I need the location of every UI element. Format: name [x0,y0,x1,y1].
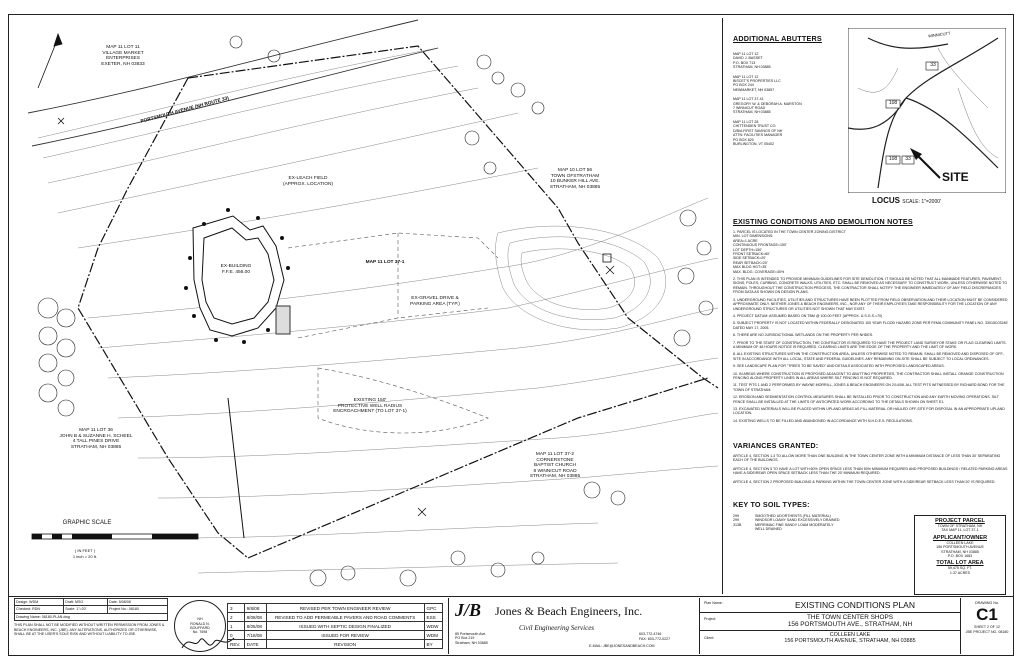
plan-name: EXISTING CONDITIONS PLAN [795,600,915,610]
client-label: Client: [704,636,715,640]
design-cell: Design: WDM [15,599,64,606]
graphic-scale-units: ( IN FEET ) 1 inch = 20 ft. [72,548,98,559]
firm-address: 85 Portsmouth Ave. PO Box 219 Stratham, NH 03885 [455,632,488,645]
project-name: THE TOWN CENTER SHOPS 156 PORTSMOUTH AVE., STRATHAM, NH [787,614,913,628]
variance-item: ARTICLE 4, SECTION 5 TO HAVE A LOT WITH 60% OPEN SPACE LESS THAN 50% MINIMUM REQUIRED AND PROPOSED BUILDINGS / RELATED PARKING AREAS HAVE A SIDE/REAR OPEN SPACE SETBACK LESS THAN THE 20' MINIMUM REQUIRED. [733,466,1008,476]
project-parcel-box [914,515,1006,595]
abutter-town-of-stratham: MAP 10 LOT 56 TOWN OFSTRATHAM 10 BUNKER HILL AVE. STRATHAM, NH 03885 [549,168,601,190]
drawing-number-block [960,598,1013,654]
soil-code: 299 [733,518,739,523]
revision-row [228,622,443,631]
parcel-info: TOWN OF STRATHAM, NH TAX MAP 11, LOT 37-1 [937,524,983,533]
title-divider [700,630,960,631]
note-item: 14. EXISTING WELLS TO BE FILLED AND ABANDONED IN ACCORDANCE WITH N.H.D.E.S. REGULATIONS. [733,418,913,423]
design-cell: Draft: MSG [64,599,108,606]
disclaimer: THIS PLAN SHALL NOT BE MODIFIED WITHOUT WRITTEN PERMISSION FROM JONES & BEACH ENGINEERS, INC. (JBE). ANY ALTERATIONS, AUTHORIZED OR OTHERWISE, SHALL BE AT THE USER'S SOLE RISK AND WITHOUT LIABILITY TO JBE. [14,623,165,637]
soil-title: KEY TO SOIL TYPES: [733,500,810,509]
revision-row [228,604,443,613]
soil-desc: WINDSOR LOAMY SAND EXCESSIVELY DRAINED [755,518,840,523]
variances-title: VARIANCES GRANTED: [733,441,819,450]
sheet-info: SHEET 2 OF 12 JBE PROJECT NO. 08180 [965,625,1009,634]
gravel-drive-label: EX-GRAVEL DRIVE & PARKING AREA (TYP.) [410,296,460,307]
firm-name: Jones & Beach Engineers, Inc. [495,604,643,618]
note-item: 13. EXCAVATED MATERIALS WILL BE PLACED WITHIN UPLAND AREAS AS FILL MATERIAL OR HAULED OFF-SITE FOR DISPOSAL IN AN APPROPRIATE UPLAND LOCATION. [733,407,1005,416]
rev-no: 3 [228,604,245,613]
rev-no: 0 [228,631,245,640]
site-plan-drawing [18,18,720,596]
locus-route-108: 108 [888,100,898,106]
notes-list [733,230,1009,423]
note-item: 3. UNDERGROUND FACILITIES, UTILITIES AND STRUCTURES HAVE BEEN PLOTTED FROM FIELD OBSERVATION AND THEIR LOCATION MUST BE CONSIDERED APPROXIMATE ONLY. NEITHER JONES & BEACH ENGINEERS, INC., NOR ANY OF THEIR EMPLOYEES TAKE RESPONSIBILITY FOR THE LOCATION OF ANY UNDERGROUND STRUCTURES OR UTILITIES NOT SHOWN THAT MAY EXIST. [733,297,1008,311]
title-divider [700,612,960,613]
plan-name-label: Plan Name: [704,601,723,605]
rev-desc: REVISED TO ADD PERMEABLE PAVERS AND ROAD COMMENTS [266,613,424,622]
plan-title-block [700,598,960,654]
client-name: COLLEEN LAKE 156 PORTSMOUTH AVENUE, STRATHAM, NH 03885 [784,632,916,645]
design-cell: Scale: 1"=20' [64,606,108,613]
design-cell: Drawing Name: 08180-PLAN.dwg [15,613,168,620]
soil-desc: MERRIMAC FINE SANDY LOAM MODERATELY WELL DRAINED [755,522,834,532]
abutters-title: ADDITIONAL ABUTTERS [733,34,822,43]
note-item: 4. PROJECT DATUM: ASSUMED BASED ON TBM @ 100.00 FEET (APPROX. U.S.G.S.=70) [733,313,883,318]
rev-by: WDW [424,622,442,631]
column-divider [722,18,723,594]
project-label: Project: [704,617,717,621]
rev-date: 7/18/08 [244,631,266,640]
rev-desc: REVISED PER TOWN ENGINEER REVIEW [266,604,424,613]
rev-desc: ISSUED FOR REVIEW [266,631,424,640]
note-item: 11. TEST PITS 1 AND 2 PERFORMED BY WAYNE MORRILL, JONES & BEACH ENGINEERS ON 2/14/08. ALL TEST PITS WITNESSED BY RICHARD BOND FOR THE TOWN OF STRATHAM. [733,383,1005,392]
design-box [14,598,168,636]
area-info: 59,475 SQ. FT. 1.37 ACRES [947,566,973,575]
stamp-text: NH RONALD N. BOUFFARD No. 7698 [190,617,210,635]
parcel-title: PROJECT PARCEL [935,518,985,524]
rev-by: WDM [424,631,442,640]
soil-code: 299 [733,514,739,518]
abutter-item: MAP 11 LOT 12 DAVID J. BASSET P.O. BOX 713 STRATHAM, NH 03885 [733,52,771,70]
locus-title [872,196,941,205]
variance-item: ARTICLE 4, SECTION 2 PROPOSED BUILDING & PARKING WITHIN THE TOWN CENTER ZONE WITH A SIDE/REAR SETBACK LESS THAN 20' IS REQUIRED. [733,479,996,484]
firm-logo: J/B [455,600,482,620]
graphic-scale-title: GRAPHIC SCALE [62,520,112,526]
firm-fax: FAX: 603-772-0227 [639,637,671,641]
note-item: 12. EROSION AND SEDIMENTATION CONTROL MEASURES SHALL BE INSTALLED PRIOR TO CONSTRUCTION AND ANY EARTH MOVING OPERATIONS. SILT FENCE SHALL BE INSTALLED AT THE LIMITS OF ANTICIPATED WORK ACCORDING TO THE DETAILS SHOWN ON SHEET E1. [733,395,999,404]
rev-no: 1 [228,622,245,631]
rev-by: GPC [424,604,442,613]
note-item: 9. SEE LANDSCAPE PLAN FOR "TREES TO BE SAVED" AND DETAILS ASSOCIATED WITH PROPOSED LANDSCAPED AREAS. [733,364,945,369]
revision-header-row [228,640,443,649]
firm-block [448,598,700,654]
design-cell: Checked: RDN [15,606,64,613]
notes-title: EXISTING CONDITIONS AND DEMOLITION NOTES [733,217,913,226]
firm-phone: 603-772-4746 [639,632,662,636]
design-cell: Date: 5/08/08 [108,599,168,606]
variance-item: ARTICLE 4, SECTION 1.3 TO ALLOW MORE THAN ONE BUILDING IN THE TOWN CENTER ZONE WITH A MINIMUM DISTANCE OF LESS THAN 30' SEPARATING EACH OF THE BUILDINGS. [733,454,1001,463]
main-lot-label: MAP 11 LOT 37-1 [365,260,405,265]
soil-code: 313B [733,522,742,527]
locus-site-label: SITE [942,170,969,184]
abutter-item: MAP 11 LOT 28 CHITTENDEN TRUST CO. D/B/A FIRST SAVINGS OF NH ATTN: FACILITIES MANAGER PO BOX 820 BURLINGTON, VT 05402 [733,119,783,146]
graphic-scale-bar [30,530,200,542]
design-table [14,598,168,621]
rev-desc: ISSUED WITH SEPTIC DESIGN FINALIZED [266,622,424,631]
locus-scale: SCALE: 1"=2000' [902,199,941,205]
rev-date: 9/8/08 [244,604,266,613]
revisions-table [227,603,443,649]
variances-list [733,454,1009,484]
abutter-item: MAP 11 LOT 37-41 GREGORY W. & DEBORAH A. MARSTON 7 WINNICUT ROAD STRATHAM, NH 03885 [733,97,802,115]
soil-desc: SMOOTHED UDORTHENTS (FILL MATERIAL) [755,514,831,518]
abutters-list [733,52,833,146]
locus-route-33: 33 [905,156,911,162]
area-title: TOTAL LOT AREA [936,560,984,567]
soil-table [733,514,893,532]
abutter-scheel: MAP 11 LOT 36 JOHN B & SUZANNE H. SCHEEL 4 TALL PINES DRIVE STRATHAM, NH 03885 [59,428,133,450]
rev-date: 8/08/08 [244,613,266,622]
note-item: 7. PRIOR TO THE START OF CONSTRUCTION, THE CONTRACTOR IS REQUIRED TO HAVE THE PROJECT LAND SURVEYOR STAKE OR FLAG CLEARING LIMITS. A MINIMUM OF 48 HOURS NOTICE IS REQUIRED. CLEARING LIMITS ARE THE EDGE OF THE PROPERTY AND THE LIMIT OF WORK. [733,340,1007,349]
note-item: 10. IN AREAS WHERE CONSTRUCTION IS PROPOSED ADJACENT TO ABUTTING PROPERTIES, THE CONTRACTOR SHALL INSTALL ORANGE CONSTRUCTION FENCING ALONG PROPERTY LINES IN ALL AREAS WHERE SILT FENCING IS NOT REQUIRED. [733,371,1004,380]
design-cell: Project No.: 08180 [108,606,168,613]
rev-header: DATE [244,640,266,649]
rev-date: 8/05/08 [244,622,266,631]
note-item: 8. ALL EXISTING STRUCTURES WITHIN THE CONSTRUCTION AREA, UNLESS OTHERWISE NOTED TO REMAIN, SHALL BE REMOVED AND DISPOSED OF OFF-SITE IN ACCORDANCE WITH ALL LOCAL, STATE AND FEDERAL GUIDELINES. ANY REMAINING ON-SITE SHALL BE SUBJECT TO LOCAL ORDINANCES. [733,352,1004,361]
locus-winnicutt: WINNICUTT [927,30,951,39]
rev-header: REVISION [266,640,424,649]
note-item: 5. SUBJECT PROPERTY IS NOT LOCATED WITHIN FEDERALLY DESIGNATED 100 YEAR FLOOD HAZARD ZONE PER FEMA COMMUNITY PANEL NO. 33015C0324E DATED MAY 17, 2005. [733,321,1008,330]
note-item: 6. THERE ARE NO JURISDICTIONAL WETLANDS ON THE PROPERTY PER NHDES. [733,333,874,338]
abutter-cornerstone: MAP 11 LOT 37-2 CORNERSTONE BAPTIST CHURCH 8 WINNICUT ROAD STRATHAM, NH 03885 [529,452,581,480]
locus-route-108: 108 [888,156,898,162]
locus-label: LOCUS [872,196,900,205]
rev-header: BY [424,640,442,649]
rev-by: ESS [424,613,442,622]
abutter-item: MAP 11 LOT 12 BISCET'S PROPERTIES LLC PO BOX 244 NEWMARKET, NH 03857 [733,74,781,92]
note-item: 2. THIS PLAN IS INTENDED TO PROVIDE MINIMUM GUIDELINES FOR SITE DEMOLITION. IT SHOULD BE NOTED THAT ALL MANMADE FEATURES, PAVEMENT, SIGNS, POLES, CURBING, CONCRETE WALKS, UTILITIES, ETC. SHALL BE REMOVED AS NECESSARY TO CONSTRUCT WORK, UNLESS OTHERWISE NOTED TO REMAIN. THROUGHOUT THE CONSTRUCTION PROCESS, THE CONTRACTOR SHALL NOTIFY THE ENGINEER IMMEDIATELY OF ANY FIELD DISCREPANCIES FROM DATA AS SHOWN ON DESIGN PLANS. [733,277,1008,295]
drawing-number: C1 [976,605,998,625]
abutter-village-market: MAP 11 LOT 11 VILLAGE MARKET ENTERPRISES EXETER, NH 03833 [101,45,145,67]
note-item: 1. PARCEL IS LOCATED IN THE TOWN CENTER ZONING DISTRICT MIN. LOT DIMENSIONS: AREA=1 ACRE CONTINUOUS FRONTAGE=150' LOT DEPTH=150' FRONT SETBACK=60' SIDE SETBACK=20' REAR SETBACK=20' MAX BLDG HGT=35' MAX. BLDG. COVERAGE=30% [733,230,846,274]
ex-building-label: EX-BUILDING F.F.E. 456.00 [220,264,252,275]
drawing-no-label: DRAWING No. [975,601,999,605]
well-radius-label: EXISTING 150' PROTECTIVE WELL RADIUS ENCROACHMENT (TO LOT 37-1) [333,398,407,415]
road-label: PORTSMOUTH AVENUE (NH ROUTE 33) [140,96,230,125]
rev-header: REV. [228,640,245,649]
firm-email: E-MAIL: JBE@JONESANDBEACH.COM [589,644,655,648]
rev-no: 2 [228,613,245,622]
title-block-divider [8,596,1014,597]
revision-row [228,613,443,622]
soil-row [733,523,893,532]
firm-services: Civil Engineering Services [519,624,595,632]
revision-row [228,631,443,640]
owner-info: COLLEEN LAKE 156 PORTSMOUTH AVENUE STRATHAM, NH 03885 P.O. BOX 1683 [936,540,984,559]
locus-map [848,28,1006,193]
owner-title: APPLICANT/OWNER [932,534,988,541]
locus-route-33: 33 [930,62,936,68]
leach-field-label: EX-LEACH FIELD (APPROX. LOCATION) [282,176,334,187]
